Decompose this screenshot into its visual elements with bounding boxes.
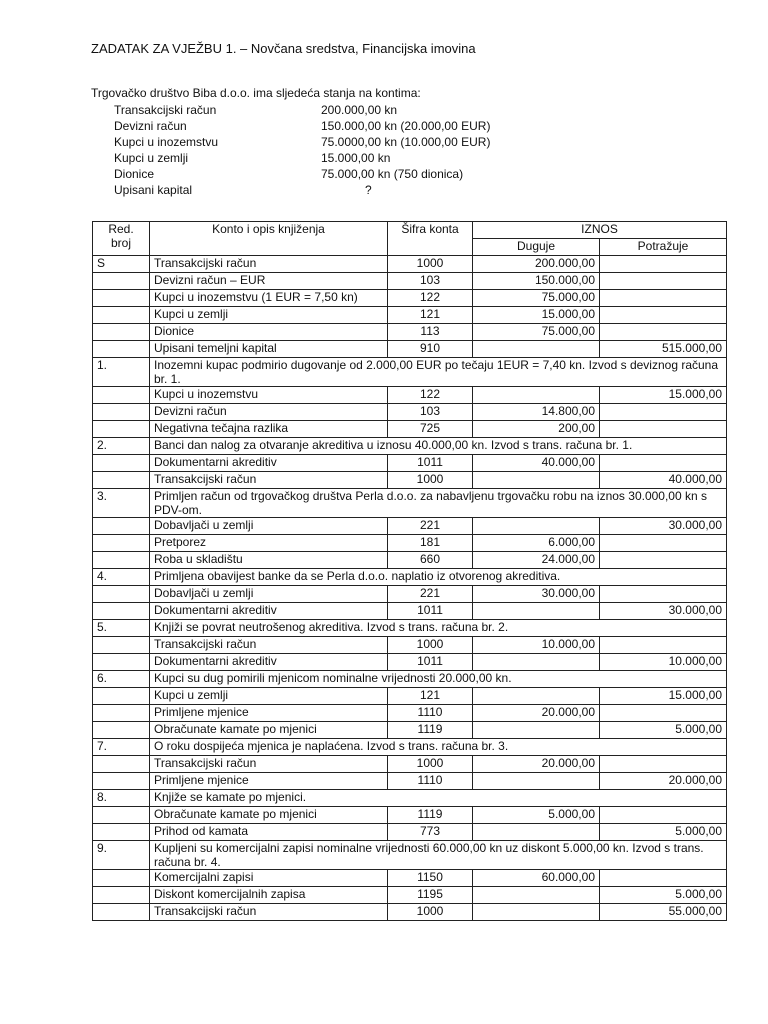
row-number [93,904,150,921]
journal-entry-row [93,455,727,472]
row-number [93,773,150,790]
journal-entry-row [93,404,727,421]
journal-entry-row [93,654,727,671]
journal-table [92,221,727,921]
account-code: 121 [388,307,473,324]
journal-entry-row [93,307,727,324]
debit-amount [473,472,600,489]
journal-entry-row [93,807,727,824]
journal-entry-row [93,904,727,921]
account-code: 103 [388,273,473,290]
account-name: Kupci u inozemstvu (1 EUR = 7,50 kn) [150,290,388,307]
credit-amount [600,404,727,421]
row-number: 6. [93,671,150,688]
journal-entry-row [93,273,727,290]
account-code: 221 [388,518,473,535]
credit-amount: 40.000,00 [600,472,727,489]
row-number [93,722,150,739]
debit-amount [473,887,600,904]
balance-value: 200.000,00 kn [321,103,398,117]
account-code: 1000 [388,256,473,273]
journal-entry-row [93,341,727,358]
balances-list [114,102,534,198]
intro-text: Trgovačko društvo Biba d.o.o. ima sljedeća stanja na kontima: [91,86,421,100]
balance-row [114,166,534,182]
account-name: Dionice [150,324,388,341]
credit-amount [600,273,727,290]
transaction-description: Primljen račun od trgovačkog društva Perla d.o.o. za nabavljenu trgovačku robu na iznos 30.000,00 kn s PDV-om. [150,489,727,518]
journal-entry-row [93,824,727,841]
debit-amount: 60.000,00 [473,870,600,887]
transaction-description: Banci dan nalog za otvaranje akreditiva u iznosu 40.000,00 kn. Izvod s trans. računa br. 1. [150,438,727,455]
credit-amount [600,535,727,552]
account-name: Diskont komercijalnih zapisa [150,887,388,904]
row-number [93,518,150,535]
balance-row [114,134,534,150]
row-number [93,455,150,472]
credit-amount [600,421,727,438]
journal-entry-row [93,887,727,904]
credit-amount [600,586,727,603]
debit-amount: 6.000,00 [473,535,600,552]
transaction-description: Knjiže se kamate po mjenici. [150,790,727,807]
account-code: 725 [388,421,473,438]
balance-name: Transakcijski račun [114,103,217,117]
debit-amount: 24.000,00 [473,552,600,569]
journal-entry-row [93,637,727,654]
account-code: 103 [388,404,473,421]
debit-amount: 75.000,00 [473,324,600,341]
account-name: Pretporez [150,535,388,552]
row-number [93,807,150,824]
row-number [93,654,150,671]
journal-entry-row [93,870,727,887]
account-name: Transakcijski račun [150,637,388,654]
debit-amount: 20.000,00 [473,756,600,773]
transaction-description-row [93,438,727,455]
debit-amount: 15.000,00 [473,307,600,324]
account-code: 122 [388,387,473,404]
account-code: 1119 [388,807,473,824]
credit-amount [600,756,727,773]
row-number: 7. [93,739,150,756]
debit-amount [473,603,600,620]
debit-amount [473,654,600,671]
credit-amount [600,705,727,722]
row-number [93,552,150,569]
row-number [93,887,150,904]
row-number [93,824,150,841]
debit-amount: 14.800,00 [473,404,600,421]
account-name: Dokumentarni akreditiv [150,654,388,671]
account-code: 1011 [388,455,473,472]
account-code: 1110 [388,773,473,790]
debit-amount [473,387,600,404]
journal-entry-row [93,688,727,705]
transaction-description: Kupci su dug pomirili mjenicom nominalne vrijednosti 20.000,00 kn. [150,671,727,688]
balance-name: Devizni račun [114,119,187,133]
row-number [93,603,150,620]
balance-name: Dionice [114,167,155,181]
credit-amount: 5.000,00 [600,722,727,739]
credit-amount [600,307,727,324]
debit-amount: 40.000,00 [473,455,600,472]
debit-amount [473,722,600,739]
journal-entry-row [93,756,727,773]
account-name: Dokumentarni akreditiv [150,603,388,620]
account-code: 121 [388,688,473,705]
account-code: 1000 [388,637,473,654]
account-name: Primljene mjenice [150,773,388,790]
balance-name: Kupci u zemlji [114,151,189,165]
debit-amount: 5.000,00 [473,807,600,824]
credit-amount [600,290,727,307]
header-konto: Konto i opis knjiženja [150,222,388,256]
row-number [93,324,150,341]
row-number: S [93,256,150,273]
account-name: Upisani temeljni kapital [150,341,388,358]
row-number: 1. [93,358,150,387]
journal-entry-row [93,586,727,603]
transaction-description: O roku dospijeća mjenica je naplaćena. Izvod s trans. računa br. 3. [150,739,727,756]
transaction-description-row [93,790,727,807]
row-number [93,586,150,603]
row-number [93,341,150,358]
row-number [93,870,150,887]
debit-amount [473,773,600,790]
account-name: Negativna tečajna razlika [150,421,388,438]
balance-row [114,118,534,134]
debit-amount: 200.000,00 [473,256,600,273]
account-name: Prihod od kamata [150,824,388,841]
debit-amount: 75.000,00 [473,290,600,307]
row-number: 4. [93,569,150,586]
account-name: Transakcijski račun [150,756,388,773]
credit-amount [600,870,727,887]
journal-entry-row [93,472,727,489]
balance-name: Upisani kapital [114,183,193,197]
account-name: Dobavljači u zemlji [150,518,388,535]
journal-entry-row [93,421,727,438]
account-code: 221 [388,586,473,603]
row-number [93,535,150,552]
debit-amount: 10.000,00 [473,637,600,654]
account-name: Transakcijski račun [150,472,388,489]
credit-amount: 5.000,00 [600,887,727,904]
transaction-description: Primljena obavijest banke da se Perla d.o.o. naplatio iz otvorenog akreditiva. [150,569,727,586]
credit-amount: 515.000,00 [600,341,727,358]
page-title: ZADATAK ZA VJEŽBU 1. – Novčana sredstva, Financijska imovina [91,41,476,56]
debit-amount: 30.000,00 [473,586,600,603]
balance-row [114,150,534,166]
row-number [93,472,150,489]
account-name: Kupci u inozemstvu [150,387,388,404]
balance-value: 150.000,00 kn (20.000,00 EUR) [321,119,491,133]
row-number: 5. [93,620,150,637]
balance-value: ? [365,183,372,197]
account-code: 1000 [388,756,473,773]
credit-amount: 30.000,00 [600,518,727,535]
row-number [93,688,150,705]
journal-entry-row [93,603,727,620]
journal-entry-row [93,773,727,790]
row-number [93,273,150,290]
debit-amount: 200,00 [473,421,600,438]
account-name: Kupci u zemlji [150,688,388,705]
balance-value: 75.0000,00 kn (10.000,00 EUR) [321,135,491,149]
account-name: Primljene mjenice [150,705,388,722]
account-name: Devizni račun [150,404,388,421]
row-number: 3. [93,489,150,518]
header-red-broj: Red. broj [93,222,150,256]
account-code: 910 [388,341,473,358]
account-name: Komercijalni zapisi [150,870,388,887]
debit-amount: 20.000,00 [473,705,600,722]
journal-entry-row [93,722,727,739]
row-number [93,290,150,307]
account-code: 660 [388,552,473,569]
journal-table-body [93,222,727,921]
row-number: 2. [93,438,150,455]
credit-amount: 15.000,00 [600,387,727,404]
balance-value: 75.000,00 kn (750 dionica) [321,167,464,181]
credit-amount: 30.000,00 [600,603,727,620]
credit-amount [600,324,727,341]
credit-amount [600,455,727,472]
transaction-description-row [93,358,727,387]
credit-amount [600,256,727,273]
account-name: Kupci u zemlji [150,307,388,324]
transaction-description-row [93,841,727,870]
row-number [93,404,150,421]
header-sifra: Šifra konta [388,222,473,256]
journal-entry-row [93,387,727,404]
journal-entry-row [93,256,727,273]
row-number: 9. [93,841,150,870]
account-code: 1150 [388,870,473,887]
account-code: 1000 [388,472,473,489]
transaction-description: Inozemni kupac podmirio dugovanje od 2.000,00 EUR po tečaju 1EUR = 7,40 kn. Izvod s deviznog računa br. 1. [150,358,727,387]
journal-entry-row [93,705,727,722]
credit-amount: 15.000,00 [600,688,727,705]
credit-amount: 10.000,00 [600,654,727,671]
account-code: 773 [388,824,473,841]
account-name: Obračunate kamate po mjenici [150,807,388,824]
account-code: 1000 [388,904,473,921]
debit-amount [473,824,600,841]
header-duguje: Duguje [473,239,600,256]
debit-amount [473,688,600,705]
balance-value: 15.000,00 kn [321,151,391,165]
balance-row [114,102,534,118]
transaction-description: Knjiži se povrat neutrošenog akreditiva. Izvod s trans. računa br. 2. [150,620,727,637]
row-number [93,387,150,404]
row-number [93,705,150,722]
debit-amount [473,518,600,535]
account-code: 1119 [388,722,473,739]
account-code: 113 [388,324,473,341]
transaction-description-row [93,739,727,756]
credit-amount [600,807,727,824]
table-header-row [93,222,727,239]
journal-entry-row [93,518,727,535]
account-name: Dokumentarni akreditiv [150,455,388,472]
balance-name: Kupci u inozemstvu [114,135,219,149]
row-number [93,756,150,773]
credit-amount: 55.000,00 [600,904,727,921]
journal-entry-row [93,535,727,552]
header-potrazuje: Potražuje [600,239,727,256]
journal-entry-row [93,324,727,341]
account-code: 1110 [388,705,473,722]
account-code: 122 [388,290,473,307]
header-iznos: IZNOS [473,222,727,239]
account-name: Devizni račun – EUR [150,273,388,290]
account-name: Transakcijski račun [150,256,388,273]
credit-amount: 20.000,00 [600,773,727,790]
account-name: Transakcijski račun [150,904,388,921]
row-number: 8. [93,790,150,807]
row-number [93,307,150,324]
account-code: 1011 [388,654,473,671]
account-code: 1011 [388,603,473,620]
journal-entry-row [93,290,727,307]
account-code: 1195 [388,887,473,904]
debit-amount [473,904,600,921]
transaction-description-row [93,671,727,688]
row-number [93,637,150,654]
row-number [93,421,150,438]
transaction-description-row [93,489,727,518]
transaction-description-row [93,569,727,586]
credit-amount [600,552,727,569]
transaction-description-row [93,620,727,637]
credit-amount [600,637,727,654]
journal-entry-row [93,552,727,569]
balance-row [114,182,534,198]
account-name: Dobavljači u zemlji [150,586,388,603]
debit-amount: 150.000,00 [473,273,600,290]
account-name: Roba u skladištu [150,552,388,569]
account-code: 181 [388,535,473,552]
account-name: Obračunate kamate po mjenici [150,722,388,739]
credit-amount: 5.000,00 [600,824,727,841]
transaction-description: Kupljeni su komercijalni zapisi nominalne vrijednosti 60.000,00 kn uz diskont 5.000,00 kn. Izvod s trans. računa br. 4. [150,841,727,870]
debit-amount [473,341,600,358]
